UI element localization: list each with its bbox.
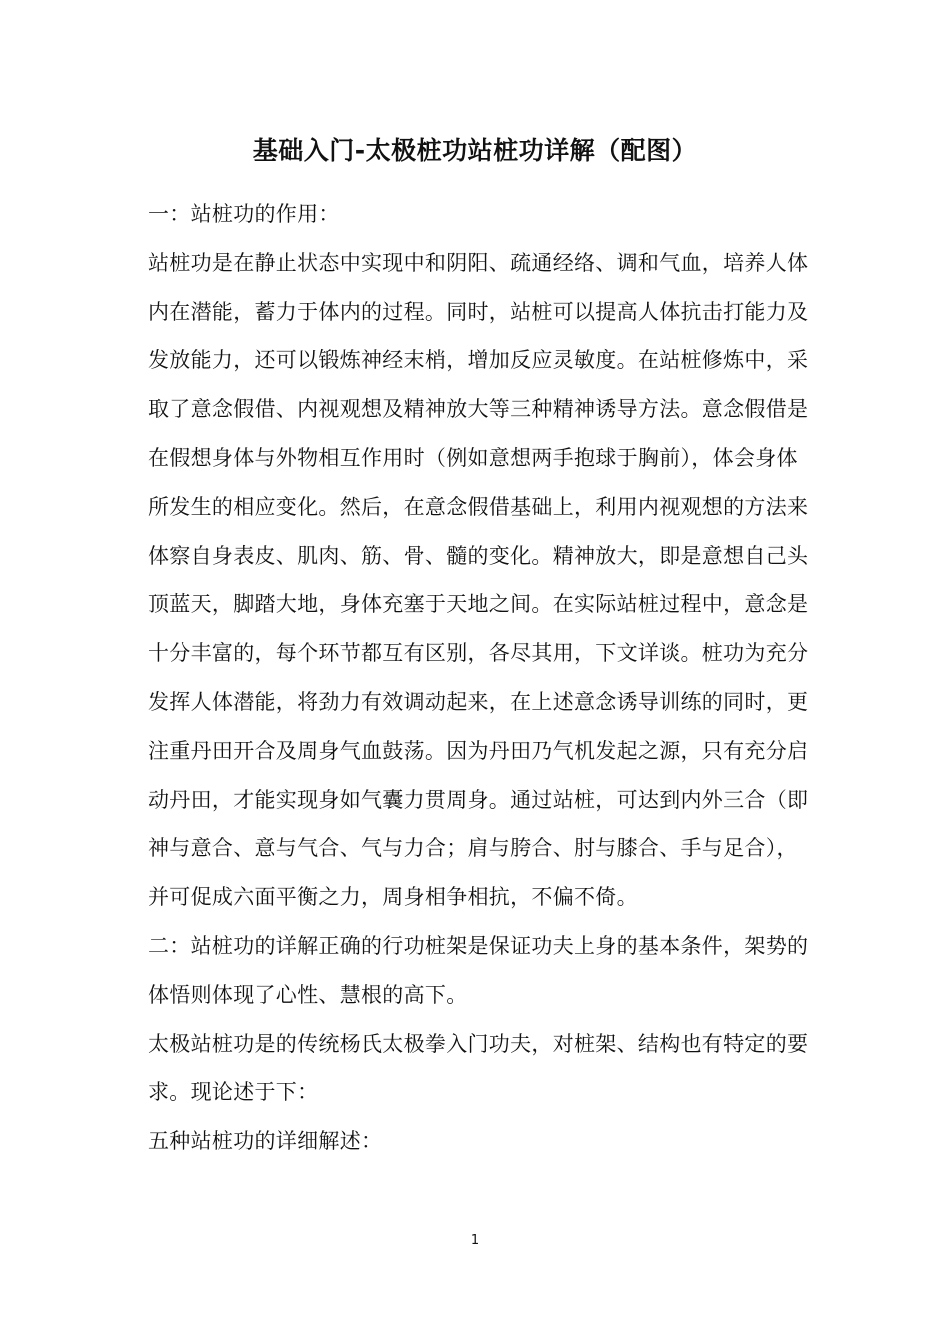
paragraph-line: 在假想身体与外物相互作用时（例如意想两手抱球于胸前），体会身体 <box>148 445 798 470</box>
section-heading-five-postures: 五种站桩功的详细解述： <box>148 1129 383 1154</box>
document-title: 基础入门-太极桩功站桩功详解（配图） <box>252 136 698 165</box>
paragraph-line: 内在潜能，蓄力于体内的过程。同时，站桩可以提高人体抗击打能力及 <box>148 299 809 324</box>
paragraph-line: 体悟则体现了心性、慧根的高下。 <box>148 982 468 1007</box>
paragraph-line: 体察自身表皮、肌肉、筋、骨、髓的变化。精神放大，即是意想自己头 <box>148 543 809 568</box>
page-number: 1 <box>470 1233 480 1248</box>
paragraph-line: 所发生的相应变化。然后，在意念假借基础上，利用内视观想的方法来 <box>148 494 809 519</box>
document-body <box>148 194 809 1170</box>
paragraph-line: 求。现论述于下： <box>148 1080 319 1105</box>
paragraph-line: 动丹田，才能实现身如气囊力贯周身。通过站桩，可达到内外三合（即 <box>148 787 809 812</box>
section-heading-details: 二：站桩功的详解正确的行功桩架是保证功夫上身的基本条件，架势的 <box>148 933 809 958</box>
paragraph-line: 顶蓝天，脚踏大地，身体充塞于天地之间。在实际站桩过程中，意念是 <box>148 592 809 617</box>
paragraph-line: 神与意合、意与气合、气与力合；肩与胯合、肘与膝合、手与足合）， <box>148 836 798 861</box>
paragraph-line: 发挥人体潜能，将劲力有效调动起来，在上述意念诱导训练的同时，更 <box>148 689 809 714</box>
paragraph-line: 十分丰富的，每个环节都互有区别，各尽其用，下文详谈。桩功为充分 <box>148 641 809 666</box>
paragraph-line: 站桩功是在静止状态中实现中和阴阳、疏通经络、调和气血，培养人体 <box>148 250 809 275</box>
paragraph-line: 取了意念假借、内视观想及精神放大等三种精神诱导方法。意念假借是 <box>148 397 809 422</box>
paragraph-line: 注重丹田开合及周身气血鼓荡。因为丹田乃气机发起之源，只有充分启 <box>148 738 809 763</box>
paragraph-line: 并可促成六面平衡之力，周身相争相抗，不偏不倚。 <box>148 885 638 910</box>
paragraph-line: 太极站桩功是的传统杨氏太极拳入门功夫，对桩架、结构也有特定的要 <box>148 1031 809 1056</box>
paragraph-line: 发放能力，还可以锻炼神经末梢，增加反应灵敏度。在站桩修炼中，采 <box>148 348 809 373</box>
section-heading-effects: 一：站桩功的作用： <box>148 202 340 226</box>
